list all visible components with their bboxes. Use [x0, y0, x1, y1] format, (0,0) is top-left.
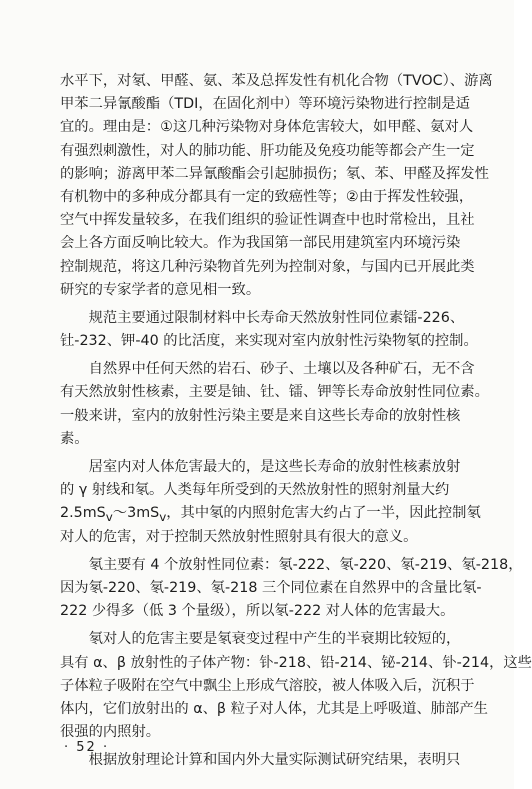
text-line: 规范主要通过限制材料中长寿命天然放射性同位素镭-226、	[60, 309, 465, 326]
text-line: 会上各方面反响比较大。作为我国第一部民用建筑室内环境污染	[60, 235, 461, 252]
text-line: 钍-232、钾-40 的比活度，来实现对室内放射性污染物氡的控制。	[60, 333, 478, 350]
paragraph	[60, 628, 532, 744]
body-text	[60, 70, 532, 772]
text-line: 的 γ 射线和氡。人类每年所受到的天然放射性的照射剂量大约	[60, 482, 450, 499]
text-line: 对人的危害，对于控制天然放射性照射具有很大的意义。	[60, 528, 418, 545]
text-line: 氡主要有 4 个放射性同位素：氡-222、氡-220、氡-219、氡-218，	[60, 556, 523, 573]
paragraph	[60, 749, 460, 772]
text-line: 子体粒子吸附在空气中飘尘上形成气溶胶，被人体吸入后，沉积于	[60, 677, 475, 694]
text-line: 因为氡-220、氡-219、氡-218 三个同位素在自然界中的含量比氡-	[60, 579, 482, 596]
text-line: 水平下，对氡、甲醛、氨、苯及总挥发性有机化合物（TVOC）、游离	[60, 73, 493, 89]
text-line: 的影响；游离甲苯二异氰酸酯会引起肺损伤；氡、苯、甲醛及挥发性	[60, 165, 489, 182]
page-number: · 52 ·	[64, 740, 110, 755]
text-line: $2.5mS_v\sim 3mS_v$，其中氡的内照射危害大约占了一半，因此控制氡	[60, 505, 481, 525]
text-line: 居室内对人体危害最大的，是这些长寿命的放射性核素放射	[60, 459, 461, 475]
text-line: 素。	[60, 430, 89, 447]
text-line: 体内，它们放射出的 α、β 粒子对人体，尤其是上呼吸道、肺部产生	[60, 700, 488, 717]
text-line: 氡对人的危害主要是氡衰变过程中产生的半衰期比较短的，	[60, 631, 461, 648]
paragraph	[60, 358, 489, 451]
text-line: 222 少得多（低 3 个量级），所以氡-222 对人体的危害最大。	[60, 603, 455, 620]
text-line: 研究的专家学者的意见相一致。	[60, 281, 261, 298]
text-line: 自然界中任何天然的岩石、砂子、土壤以及各种矿石，无不含	[60, 361, 475, 378]
text-line: 根据放射理论计算和国内外大量实际测试研究结果，表明只	[60, 752, 461, 769]
paragraph	[60, 307, 478, 353]
text-line: 宜的。理由是：①这几种污染物对身体危害较大，如甲醛、氨对人	[60, 119, 474, 136]
text-line: 空气中挥发量较多，在我们组织的验证性调查中也时常检出，且社	[60, 212, 475, 229]
paragraph	[60, 70, 493, 302]
text-line: 有强烈刺激性，对人的肺功能、肝功能及免疫功能等都会产生一定	[60, 142, 475, 159]
text-line: 控制规范，将这几种污染物首先列为控制对象，与国内已开展此类	[60, 258, 475, 275]
text-line: 有机物中的多种成分都具有一定的致癌性等；②由于挥发性较强，	[60, 188, 474, 205]
paragraph	[60, 554, 523, 624]
text-line: 甲苯二异氰酸酯（TDI，在固化剂中）等环境污染物进行控制是适	[60, 96, 470, 113]
text-line: 很强的内照射。	[60, 724, 161, 741]
text-line: 有天然放射性核素，主要是铀、钍、镭、钾等长寿命放射性同位素。	[60, 384, 489, 401]
text-line: 具有 α、β 放射性的子体产物：钋-218、铅-214、铋-214、钋-214，这些	[60, 654, 532, 671]
text-line: 一般来讲，室内的放射性污染主要是来自这些长寿命的放射性核	[60, 407, 461, 424]
paragraph	[60, 456, 481, 549]
